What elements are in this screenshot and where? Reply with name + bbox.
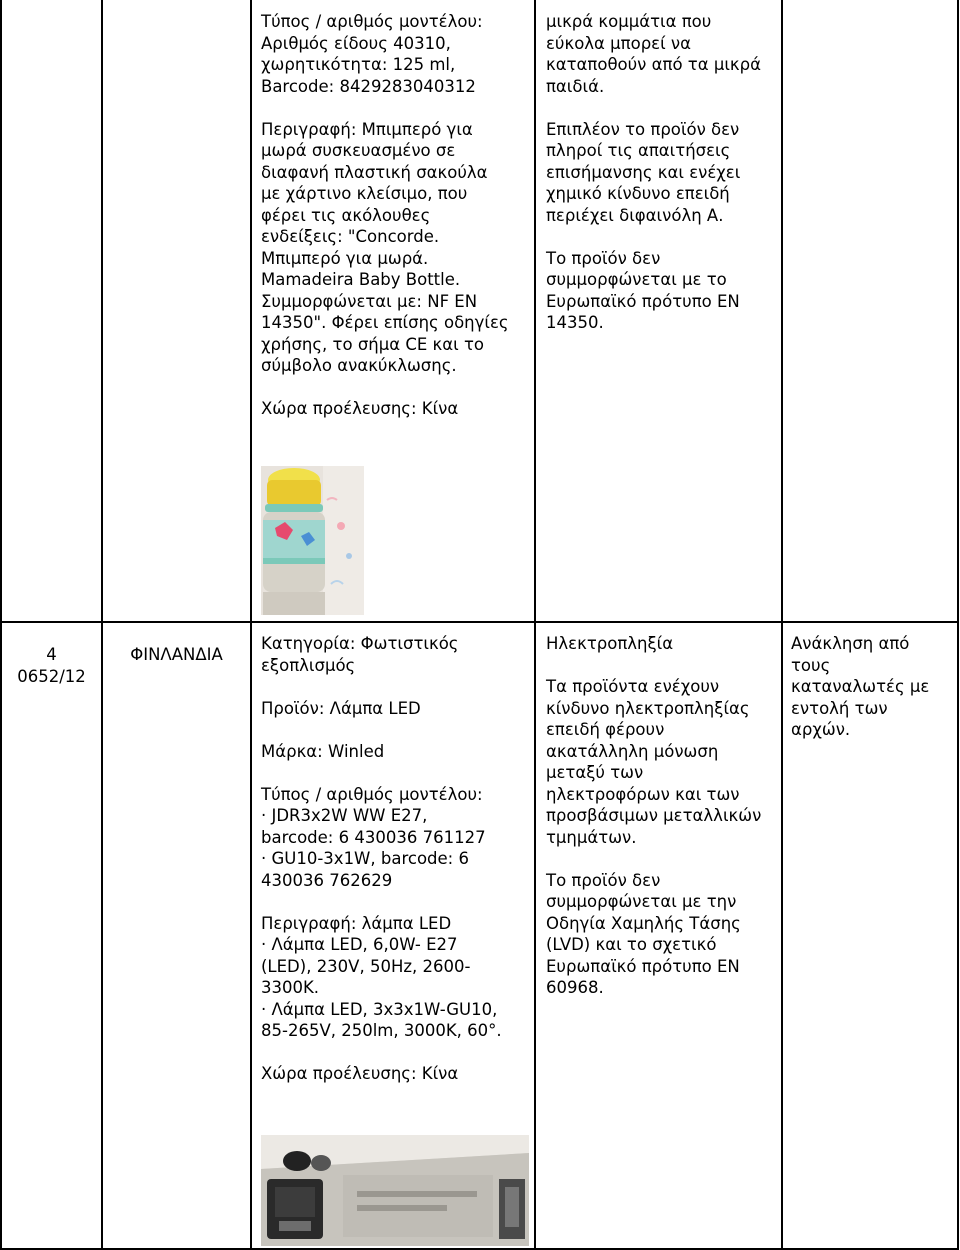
table-column-divider-4 [781,0,783,1250]
prev-risk-continuation: μικρά κομμάτια που εύκολα μπορεί να καταποθούν από τα μικρά παιδιά. [546,12,761,96]
prev-product-model: Τύπος / αριθμός μοντέλου: Αριθμός είδους 40310, χωρητικότητα: 125 ml, Barcode: 8429283040312 [261,12,483,96]
notification-reference: 0652/12 [17,666,86,686]
baby-bottle-photo [261,466,364,615]
prev-row-risk-cell [546,11,778,355]
led-lamp-photo [261,1135,529,1246]
table-column-divider-1 [101,0,103,1250]
table-border-right [957,0,959,1250]
prev-row-product-cell [261,11,529,441]
prev-product-description: Περιγραφή: Μπιμπερό για μωρά συσκευασμένο σε διαφανή πλαστική σακούλα με χάρτινο κλείσιμο, που φέρει τις ακόλουθες ενδείξεις: "Concorde. Μπιμπερό για μωρά. Mamadeira Baby Bottle. Συμμορφώνεται με: NF EN 14350". Φέρει επίσης οδηγίες χρήσης, το σήμα CE και το σύμβολο ανακύκλωσης. [261,119,509,375]
product-model: Τύπος / αριθμός μοντέλου: · JDR3x2W WW E27, barcode: 6 430036 761127 · GU10-3x1W, barcode: 6 430036 762629 [261,784,486,890]
table-row-divider [0,621,959,623]
product-origin: Χώρα προέλευσης: Κίνα [261,1064,459,1083]
risk-type: Ηλεκτροπληξία [546,634,674,653]
product-category: Κατηγορία: Φωτιστικός εξοπλισμός [261,634,459,675]
table-border-left [0,0,2,1250]
product-name: Προϊόν: Λάμπα LED [261,698,421,718]
table-column-divider-2 [250,0,252,1250]
country-cell [103,644,250,666]
product-description: Περιγραφή: λάμπα LED · Λάμπα LED, 6,0W- E27 (LED), 230V, 50Hz, 2600- 3300K. · Λάμπα LED, 3x3x1W-GU10, 85-265V, 250lm, 3000K, 60°. [261,913,502,1040]
risk-detail: Τα προϊόντα ενέχουν κίνδυνο ηλεκτροπληξίας επειδή φέρουν ακατάλληλη μόνωση μεταξύ των ηλεκτροφόρων και των προσβάσιμων μεταλλικών τμημάτων. [546,677,762,847]
prev-risk-extra: Επιπλέον το προϊόν δεν πληροί τις απαιτήσεις επισήμανσης και ενέχει χημικό κίνδυνο επειδή περιέχει διφαινόλη Α. [546,119,741,225]
prev-risk-noncompliance: Το προϊόν δεν συμμορφώνεται με το Ευρωπαϊκό πρότυπο EN 14350. [546,248,740,332]
risk-noncompliance: Το προϊόν δεν συμμορφώνεται με την Οδηγία Χαμηλής Τάσης (LVD) και το σχετικό Ευρωπαϊκό πρότυπο EN 60968. [546,870,741,997]
prev-product-origin: Χώρα προέλευσης: Κίνα [261,399,459,418]
product-cell [261,633,533,1106]
product-brand: Μάρκα: Winled [261,741,385,761]
row-number-cell [2,644,101,687]
table-column-divider-3 [534,0,536,1250]
notifying-country: ΦΙΝΛΑΝΔΙΑ [130,645,223,664]
measures-taken: Ανάκληση από τους καταναλωτές με εντολή των αρχών. [791,634,930,739]
measures-cell [791,633,953,762]
risk-cell [546,633,778,1020]
row-number: 4 [46,645,57,664]
